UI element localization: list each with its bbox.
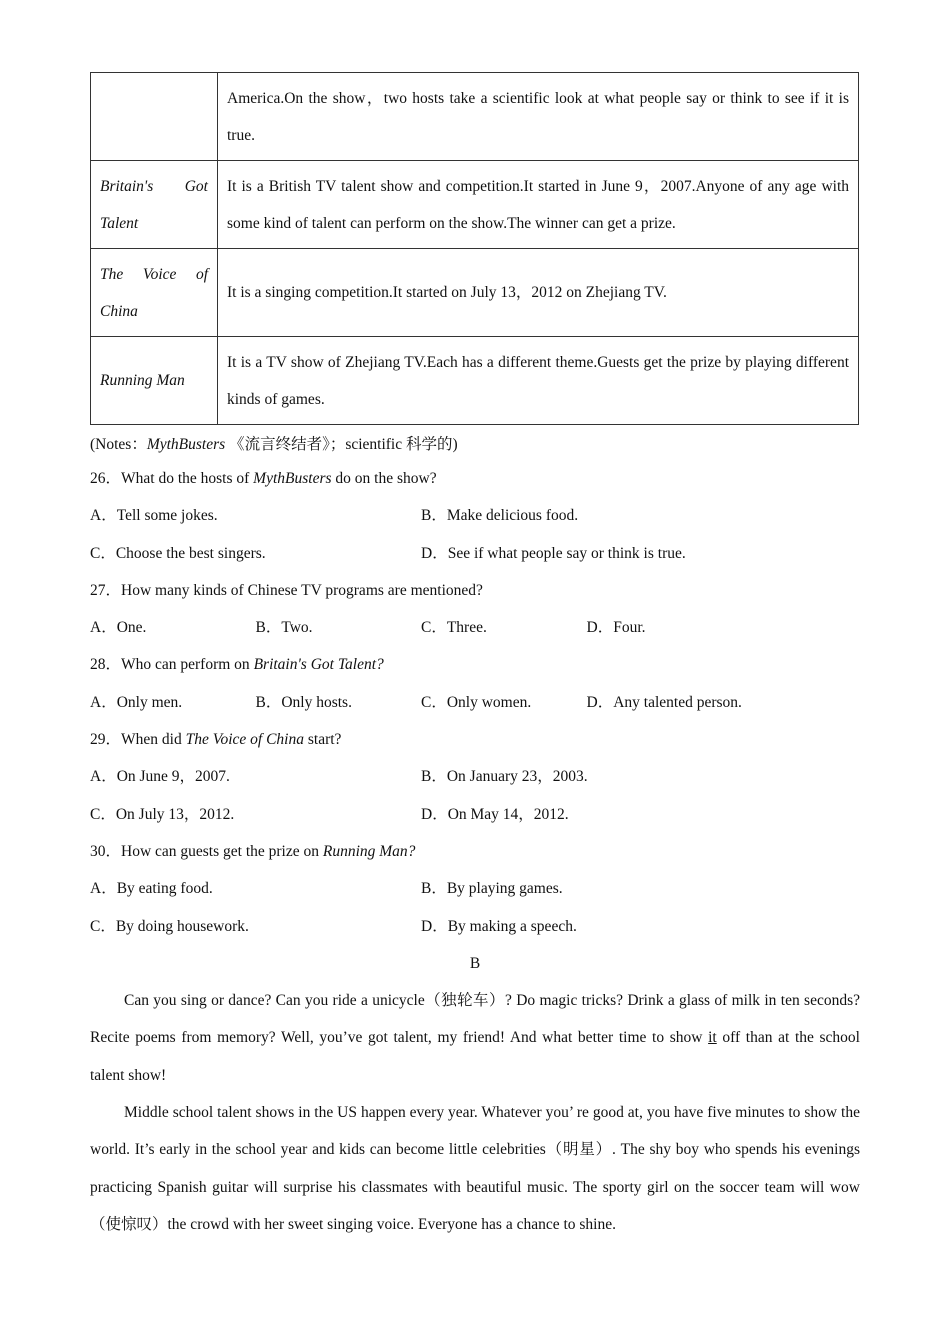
table-row	[91, 337, 859, 425]
section-heading: B	[469, 954, 481, 972]
vocabulary-notes: (Notes：MythBusters 《流言终结者》；scientific 科学的)	[90, 436, 458, 453]
question-26: 26．What do the hosts of MythBusters do on the show?	[90, 470, 437, 487]
option-a[interactable]: A．Only men.	[90, 693, 183, 711]
tv-programs-table	[90, 72, 859, 425]
option-c[interactable]: C．Only women.	[421, 693, 532, 711]
question-28: 28．Who can perform on Britain's Got Talent?	[90, 656, 384, 674]
option-c[interactable]: C．By doing housework.	[90, 917, 249, 935]
option-b[interactable]: B．On January 23，2003.	[421, 768, 588, 786]
option-d[interactable]: D．By making a speech.	[421, 917, 577, 935]
program-name-cell	[91, 73, 218, 161]
passage-paragraph-1: Can you sing or dance? Can you ride a unicycle（独轮车）? Do magic tricks? Drink a glass of milk in ten seconds? Recite poems from memory? Well, you’ve got talent, my friend! And what better time to show it off than at the school talent show!	[90, 992, 860, 1084]
program-description-cell: It is a British TV talent show and competition.It started in June 9，2007.Anyone of any age with some kind of talent can perform on the show.The winner can get a prize.	[218, 161, 859, 249]
question-26-options-row-1	[90, 497, 860, 534]
option-b[interactable]: B．Two.	[255, 619, 313, 637]
option-a[interactable]: A．One.	[90, 619, 147, 637]
program-description-cell: America.On the show，two hosts take a scientific look at what people say or think to see if it is true.	[218, 73, 859, 161]
option-c[interactable]: C．Choose the best singers.	[90, 544, 266, 562]
question-27-options	[90, 609, 860, 646]
program-description-cell: It is a singing competition.It started on July 13，2012 on Zhejiang TV.	[218, 249, 859, 337]
question-29-options-row-1	[90, 758, 860, 795]
table-row	[91, 249, 859, 337]
option-b[interactable]: B．Make delicious food.	[421, 507, 579, 525]
option-d[interactable]: D．Four.	[586, 619, 646, 637]
program-name-cell: Running Man	[91, 337, 218, 425]
option-a[interactable]: A．On June 9，2007.	[90, 768, 230, 786]
question-29: 29．When did The Voice of China start?	[90, 731, 342, 749]
question-30-options-row-1	[90, 870, 860, 907]
option-d[interactable]: D．See if what people say or think is true.	[421, 544, 686, 562]
option-a[interactable]: A．Tell some jokes.	[90, 507, 218, 525]
program-description-cell: It is a TV show of Zhejiang TV.Each has a different theme.Guests get the prize by playing different kinds of games.	[218, 337, 859, 425]
option-b[interactable]: B．Only hosts.	[255, 693, 352, 711]
table-row	[91, 73, 859, 161]
program-name-cell: The Voice of China	[91, 249, 218, 337]
option-d[interactable]: D．Any talented person.	[586, 693, 742, 711]
option-c[interactable]: C．On July 13，2012.	[90, 805, 235, 823]
passage-paragraph-2: Middle school talent shows in the US happen every year. Whatever you’ re good at, you have five minutes to show the world. It’s early in the school year and kids can become little celebrities（明星）. The shy boy who spends his evenings practicing Spanish guitar will surprise his classmates with beautiful music. The sporty girl on the soccer team will wow（使惊叹）the crowd with her sweet singing voice. Everyone has a chance to shine.	[90, 1104, 860, 1233]
worksheet-page	[90, 72, 860, 1243]
question-28-options	[90, 684, 860, 721]
question-26-options-row-2	[90, 535, 860, 572]
option-c[interactable]: C．Three.	[421, 619, 487, 637]
option-d[interactable]: D．On May 14，2012.	[421, 805, 569, 823]
option-b[interactable]: B．By playing games.	[421, 880, 563, 898]
question-27: 27．How many kinds of Chinese TV programs are mentioned?	[90, 581, 483, 599]
question-30: 30．How can guests get the prize on Running Man?	[90, 842, 416, 860]
program-name-cell: Britain's Got Talent	[91, 161, 218, 249]
question-29-options-row-2	[90, 796, 860, 833]
question-30-options-row-2	[90, 908, 860, 945]
option-a[interactable]: A．By eating food.	[90, 880, 213, 898]
table-row	[91, 161, 859, 249]
